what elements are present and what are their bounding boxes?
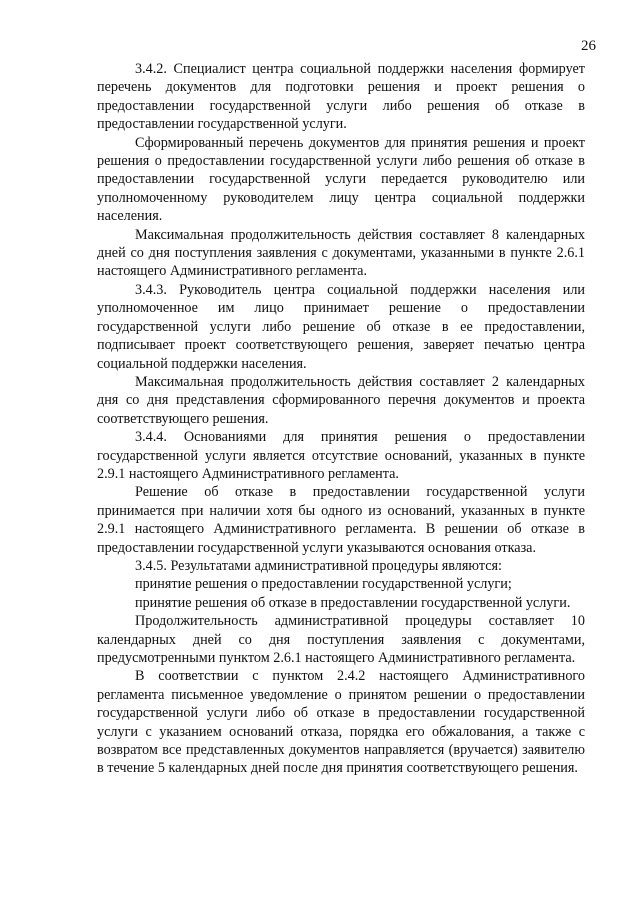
paragraph-refusal-decision: Решение об отказе в предоставлении государственной услуги принимается при наличии хотя бы одного из оснований, указанных в пункте 2.9.1 настоящего Административного регламента. В решении об отказе в предоставлении государственной услуги указываются основания отказа. xyxy=(97,484,585,556)
paragraph-duration-2-days: Максимальная продолжительность действия составляет 2 календарных дня со дня представления сформированного перечня документов и проекта соответствующего решения. xyxy=(97,373,585,427)
document-body xyxy=(97,60,585,778)
paragraph-result-refusal: принятие решения об отказе в предоставлении государственной услуги. xyxy=(135,594,571,611)
paragraph-result-grant: принятие решения о предоставлении государственной услуги; xyxy=(135,576,512,593)
paragraph-duration-8-days: Максимальная продолжительность действия составляет 8 календарных дней со дня поступления заявления с документами, указанными в пункте 2.6.1 настоящего Административного регламента. xyxy=(97,226,585,280)
page-number: 26 xyxy=(581,38,596,54)
paragraph-document-list: Сформированный перечень документов для принятия решения и проект решения о предоставлении государственной услуги либо решения об отказе в предоставлении государственной услуги передается руководителю или уполномоченному руководителем лицу центра социальной поддержки населения. xyxy=(97,134,585,225)
paragraph-duration-10-days: Продолжительность административной процедуры составляет 10 календарных дней со дня поступления заявления с документами, предусмотренными пунктом 2.6.1 настоящего Административного регламента. xyxy=(97,613,585,666)
paragraph-notification: В соответствии с пунктом 2.4.2 настоящего Административного регламента письменное уведомление о принятом решении о предоставлении государственной услуги либо об отказе в предоставлении государственной услуги с указанием оснований отказа, порядка его обжалования, а также с возвратом все представленных документов направляется (вручается) заявителю в течение 5 календарных дней после дня принятия соответствующего решения. xyxy=(97,668,585,777)
paragraph-3-4-3: 3.4.3. Руководитель центра социальной поддержки населения или уполномоченное им лицо принимает решение о предоставлении государственной услуги либо решение об отказе в ее предоставлении, подписывает проект соответствующего решения, заверяет печатью центра социальной поддержки населения. xyxy=(97,281,585,372)
paragraph-3-4-2: 3.4.2. Специалист центра социальной поддержки населения формирует перечень документов для подготовки решения и проект решения о предоставлении государственной услуги либо решения об отказе в предоставлении государственной услуги. xyxy=(97,61,585,133)
paragraph-3-4-5: 3.4.5. Результатами административной процедуры являются: xyxy=(135,557,502,574)
paragraph-3-4-4: 3.4.4. Основаниями для принятия решения о предоставлении государственной услуги является отсутствие оснований, указанных в пункте 2.9.1 настоящего Административного регламента. xyxy=(97,429,585,482)
